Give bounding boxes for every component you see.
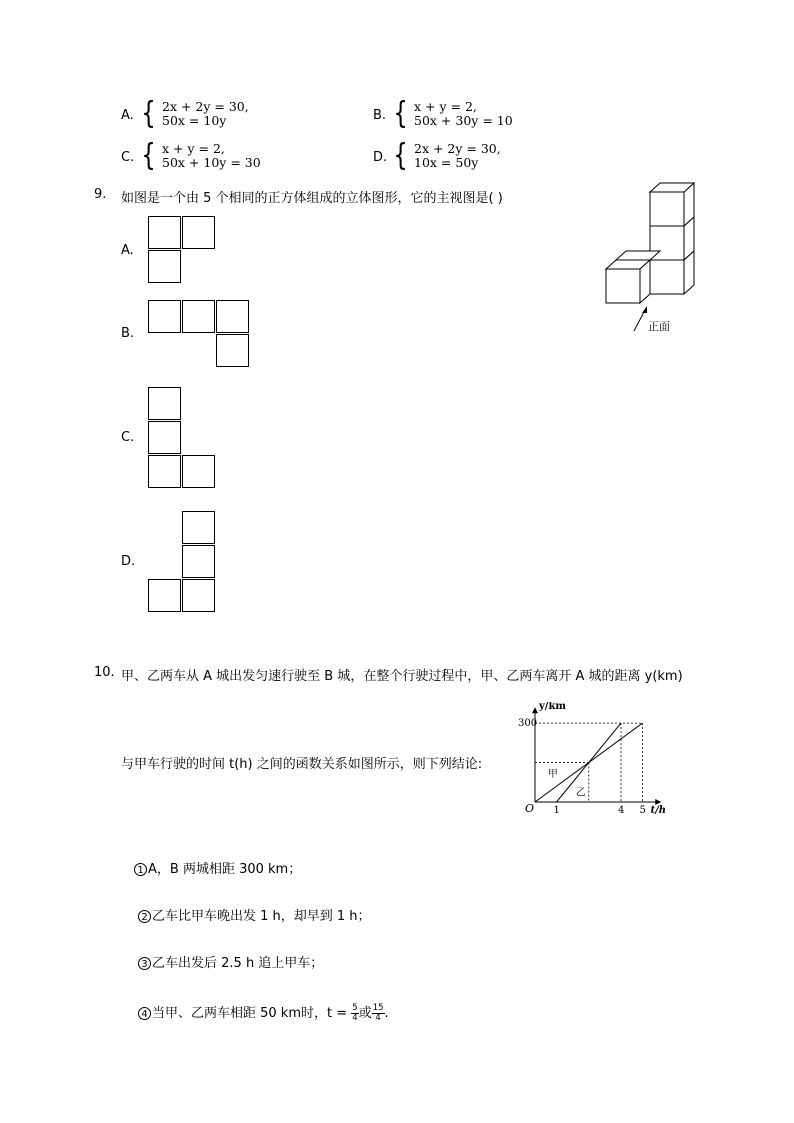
cube-stack-figure (596, 176, 706, 336)
square (148, 421, 181, 454)
statement-2 (138, 905, 371, 924)
distance-time-chart (515, 702, 675, 824)
brace-icon: { (141, 96, 156, 131)
series-label: 甲 (547, 769, 558, 781)
q8-option-d-eq2: 10x = 50y (414, 155, 479, 170)
y-axis-label: y/km (539, 702, 566, 713)
arrow-head-icon (642, 306, 647, 313)
q8-option-c-eq1: x + y = 2, (162, 141, 225, 156)
x-tick-label: 1 (553, 805, 560, 816)
statement-3 (138, 952, 323, 971)
arrow-icon (634, 310, 645, 331)
statement-1 (134, 858, 301, 877)
front-view-label: 正面 (648, 320, 670, 333)
q8-option-d-system (414, 142, 501, 170)
x-tick-label: 4 (618, 805, 625, 816)
fraction-denominator: 4 (375, 1013, 381, 1023)
q8-option-b-system (414, 100, 513, 128)
q8-option-c-eq2: 50x + 10y = 30 (162, 155, 261, 170)
x-tick-label: 5 (639, 805, 646, 816)
statement-number: 2 (138, 910, 151, 923)
statement-4 (138, 1002, 389, 1023)
q8-option-b-label[interactable]: B. (373, 108, 387, 123)
square (182, 579, 215, 612)
q8-option-a-eq1: 2x + 2y = 30, (162, 99, 249, 114)
q9-option-b-label[interactable]: B. (121, 326, 135, 341)
statement-text: 当甲、乙两车相距 50 km时，t = (152, 1006, 348, 1021)
q8-option-c-system (162, 142, 261, 170)
q8-option-d-label[interactable]: D. (373, 150, 388, 165)
fraction-numerator: 15 (372, 1003, 384, 1013)
square (182, 300, 215, 333)
q8-option-c-label[interactable]: C. (121, 150, 135, 165)
square (148, 579, 181, 612)
q9-number: 9. (94, 187, 107, 202)
square (216, 300, 249, 333)
q8-option-a-eq2: 50x = 10y (162, 113, 227, 128)
brace-icon: { (141, 138, 156, 173)
statement-text: 或 (358, 1006, 372, 1021)
statement-text: A，B 两城相距 300 km； (148, 862, 302, 877)
q9-option-a-label[interactable]: A. (121, 243, 134, 258)
cube-face (606, 269, 640, 303)
y-tick-label: 300 (518, 718, 538, 730)
cube-face (650, 192, 684, 226)
cube-face (650, 260, 684, 294)
fraction (372, 1004, 385, 1023)
square (182, 455, 215, 488)
square (182, 216, 215, 249)
statement-text: 乙车比甲车晚出发 1 h，却早到 1 h； (152, 909, 371, 924)
statement-number: 4 (138, 1007, 151, 1020)
x-axis-label: t/h (650, 805, 667, 816)
q8-option-b-eq1: x + y = 2, (414, 99, 477, 114)
q9-option-d-label[interactable]: D. (121, 554, 136, 569)
fraction-denominator: 4 (352, 1013, 358, 1023)
square (182, 511, 215, 544)
q8-option-a-system (162, 100, 249, 128)
statement-text: . (384, 1006, 389, 1021)
brace-icon: { (393, 96, 408, 131)
brace-icon: { (393, 138, 408, 173)
origin-label: O (525, 802, 535, 815)
series-label: 乙 (575, 787, 586, 799)
q9-option-c-label[interactable]: C. (121, 430, 135, 445)
q10-stem-line2: 与甲车行驶的时间 t(h) 之间的函数关系如图所示，则下列结论: (121, 757, 483, 772)
series-line-2 (557, 723, 622, 802)
square (148, 250, 181, 283)
statement-number: 1 (134, 863, 147, 876)
square (148, 455, 181, 488)
square (182, 545, 215, 578)
y-axis-arrow-icon (532, 707, 538, 713)
q10-stem-line1: 甲、乙两车从 A 城出发匀速行驶至 B 城，在整个行驶过程中，甲、乙两车离开 A 城的距离 y(km) (121, 669, 683, 684)
square (216, 334, 249, 367)
fraction-numerator: 5 (352, 1003, 358, 1013)
q8-option-b-eq2: 50x + 30y = 10 (414, 113, 513, 128)
fraction (351, 1004, 358, 1023)
statement-text: 乙车出发后 2.5 h 追上甲车； (152, 956, 324, 971)
statement-number: 3 (138, 957, 151, 970)
q8-option-a-label[interactable]: A. (121, 108, 134, 123)
q8-option-d-eq1: 2x + 2y = 30, (414, 141, 501, 156)
q10-number: 10. (94, 665, 115, 680)
q9-stem: 如图是一个由 5 个相同的正方体组成的立体图形，它的主视图是( ) (121, 191, 503, 206)
square (148, 300, 181, 333)
square (148, 387, 181, 420)
square (148, 216, 181, 249)
